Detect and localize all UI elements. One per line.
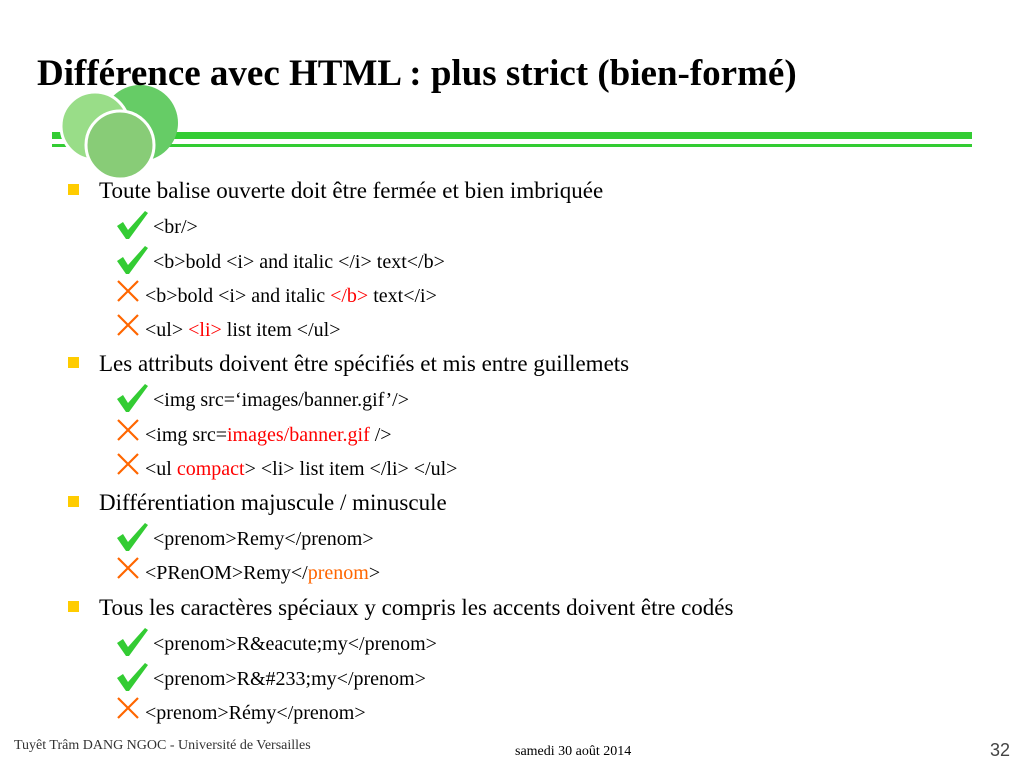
example-code-segment: <img src=	[145, 424, 227, 446]
example-item	[115, 525, 374, 551]
cross-icon	[115, 455, 145, 481]
example-code-segment: <br/>	[153, 216, 198, 238]
example-code-segment: <prenom>Rémy</prenom>	[145, 702, 366, 724]
example-code-segment: text</i>	[368, 285, 437, 307]
error-highlight: <li>	[188, 319, 222, 341]
example-code-segment: >	[368, 562, 381, 584]
bullet-square-icon	[68, 184, 79, 195]
example-code-segment: />	[369, 424, 392, 446]
example-code-segment: <prenom>R&#233;my</prenom>	[153, 668, 426, 690]
example-item	[115, 213, 198, 239]
example-item	[115, 386, 409, 412]
cross-icon	[115, 316, 145, 342]
check-icon	[115, 213, 153, 239]
bullet-text: Toute balise ouverte doit être fermée et bien imbriquée	[99, 178, 604, 203]
bullet-square-icon	[68, 601, 79, 612]
page-number: 32	[990, 740, 1011, 760]
error-highlight: </b>	[330, 285, 369, 307]
bullet-square-icon	[68, 357, 79, 368]
cross-icon	[115, 699, 145, 725]
example-code-segment: <PRenOM>Remy</	[145, 562, 308, 584]
example-item	[115, 421, 392, 447]
bullet-text: Tous les caractères spéciaux y compris les accents doivent être codés	[99, 595, 734, 620]
example-code-segment: <ul	[145, 458, 177, 480]
cross-icon	[115, 421, 145, 447]
example-code-segment: > <li> list item </li> </ul>	[244, 458, 458, 480]
example-item	[115, 248, 445, 274]
example-item	[115, 699, 366, 725]
example-item	[115, 316, 340, 342]
example-item	[115, 630, 437, 656]
example-code-segment: <b>bold <i> and italic </i> text</b>	[153, 251, 445, 273]
example-code-segment: <ul>	[145, 319, 189, 341]
bullet-item	[68, 178, 603, 204]
example-item	[115, 455, 457, 481]
example-code-segment: <prenom>Remy</prenom>	[153, 528, 374, 550]
check-icon	[115, 248, 153, 274]
example-item	[115, 665, 426, 691]
bullet-square-icon	[68, 496, 79, 507]
bullet-item	[68, 595, 733, 621]
check-icon	[115, 525, 153, 551]
error-highlight: images/banner.gif	[227, 424, 370, 446]
footer-author: Tuyêt Trâm DANG NGOC - Université de Versailles	[14, 738, 311, 753]
cross-icon	[115, 282, 145, 308]
bullet-text: Différentiation majuscule / minuscule	[99, 490, 447, 515]
example-code-segment: <b>bold <i> and italic	[145, 285, 331, 307]
footer-date: samedi 30 août 2014	[515, 744, 632, 759]
check-icon	[115, 665, 153, 691]
bullet-item	[68, 490, 447, 516]
bullet-text: Les attributs doivent être spécifiés et mis entre guillemets	[99, 351, 630, 376]
slide-title: Différence avec HTML : plus strict (bien-formé)	[37, 53, 797, 94]
check-icon	[115, 386, 153, 412]
example-code-segment: <prenom>R&eacute;my</prenom>	[153, 633, 437, 655]
example-item	[115, 282, 437, 308]
check-icon	[115, 630, 153, 656]
error-highlight: compact	[176, 458, 245, 480]
error-highlight: prenom	[307, 562, 369, 584]
example-code-segment: list item </ul>	[221, 319, 341, 341]
example-code-segment: <img src=‘images/banner.gif’/>	[153, 389, 409, 411]
example-item	[115, 559, 380, 585]
bullet-item	[68, 351, 629, 377]
cross-icon	[115, 559, 145, 585]
